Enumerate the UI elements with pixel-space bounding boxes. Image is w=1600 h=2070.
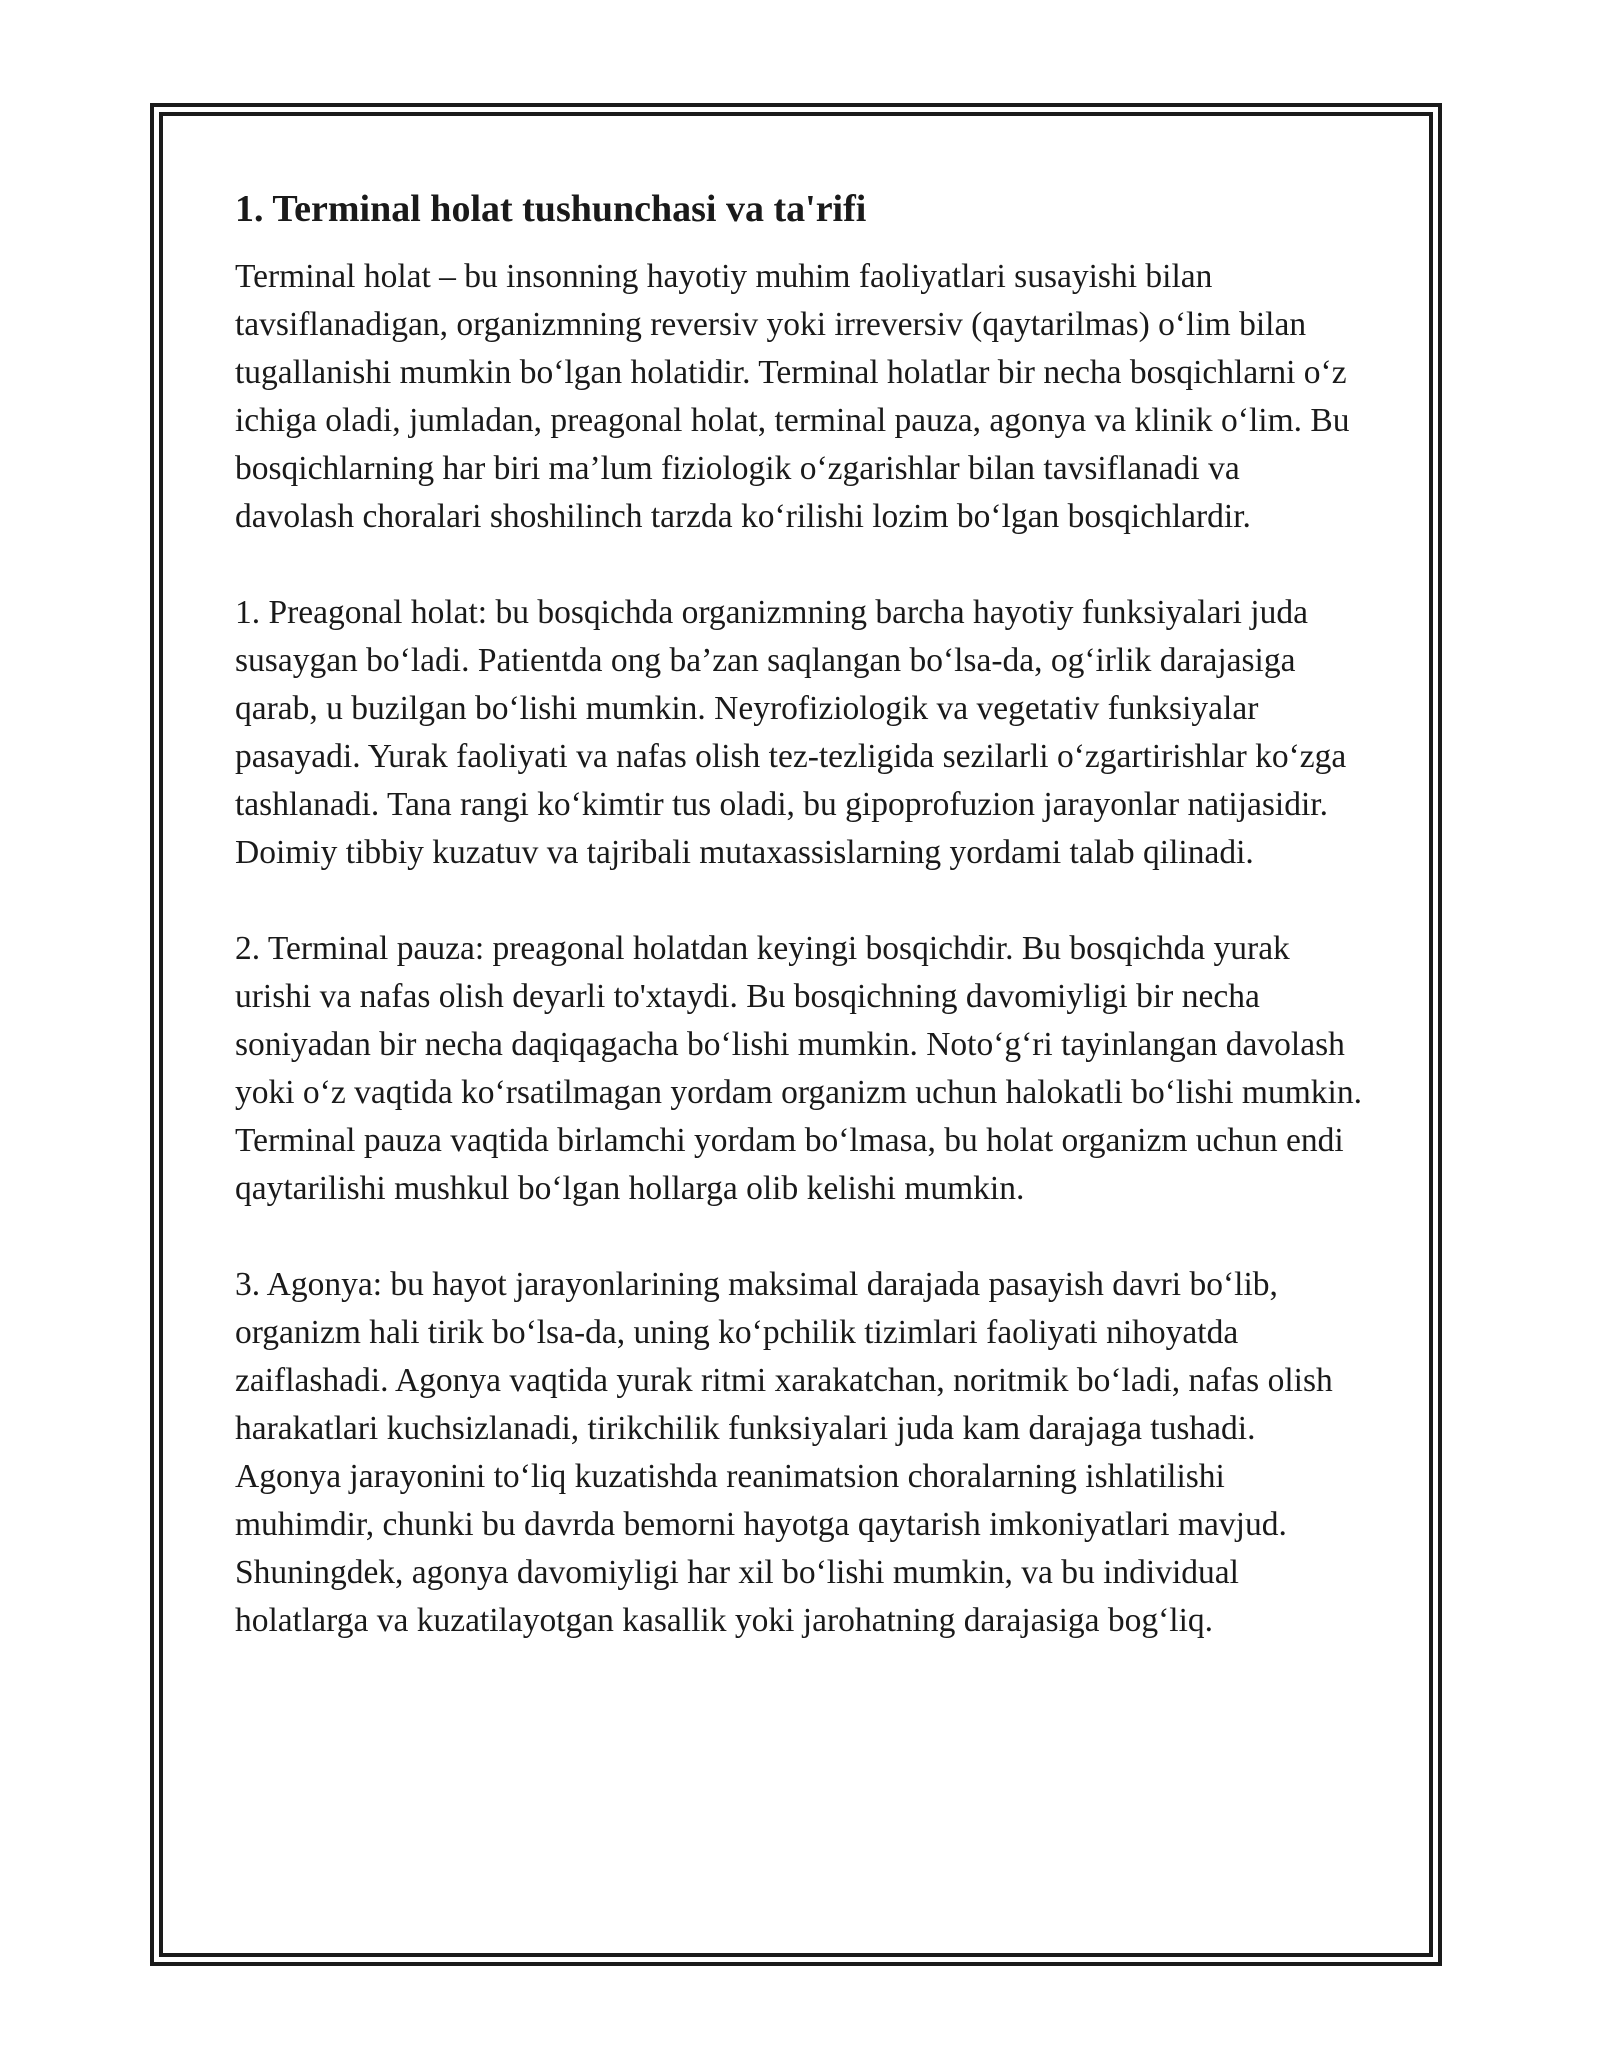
document-body (235, 185, 1365, 1645)
paragraph-agony: 3. Agonya: bu hayot jarayonlarining maksimal darajada pasayish davri bo‘lib, organizm hali tirik bo‘lsa-da, uning ko‘pchilik tizimlari faoliyati nihoyatda zaiflashadi. Agonya vaqtida yurak ritmi xarakatchan, noritmik bo‘ladi, nafas olish harakatlari kuchsizlanadi, tirikchilik funksiyalari juda kam darajaga tushadi. Agonya jarayonini to‘liq kuzatishda reanimatsion choralarning ishlatilishi muhimdir, chunki bu davrda bemorni hayotga qaytarish imkoniyatlari mavjud. Shuningdek, agonya davomiyligi har xil bo‘lishi mumkin, va bu individual holatlarga va kuzatilayotgan kasallik yoki jarohatning darajasiga bog‘liq. (235, 1266, 1333, 1639)
document-title: 1. Terminal holat tushunchasi va ta'rifi (235, 188, 867, 230)
paragraph-preagonal: 1. Preagonal holat: bu bosqichda organizmning barcha hayotiy funksiyalari juda susaygan bo‘ladi. Patientda ong ba’zan saqlangan bo‘lsa-da, og‘irlik darajasiga qarab, u buzilgan bo‘lishi mumkin. Neyrofiziologik va vegetativ funksiyalar pasayadi. Yurak faoliyati va nafas olish tez-tezligida sezilarli o‘zgartirishlar ko‘zga tashlanadi. Tana rangi ko‘kimtir tus oladi, bu gipoprofuzion jarayonlar natijasidir. Doimiy tibbiy kuzatuv va tajribali mutaxassislarning yordami talab qilinadi. (235, 594, 1347, 871)
paragraph-terminal-pause: 2. Terminal pauza: preagonal holatdan keyingi bosqichdir. Bu bosqichda yurak urishi va nafas olish deyarli to'xtaydi. Bu bosqichning davomiyligi bir necha soniyadan bir necha daqiqagacha bo‘lishi mumkin. Noto‘g‘ri tayinlangan davolash yoki o‘z vaqtida ko‘rsatilmagan yordam organizm uchun halokatli bo‘lishi mumkin. Terminal pauza vaqtida birlamchi yordam bo‘lmasa, bu holat organizm uchun endi qaytarilishi mushkul bo‘lgan hollarga olib kelishi mumkin. (235, 930, 1362, 1207)
paragraph-intro: Terminal holat – bu insonning hayotiy muhim faoliyatlari susayishi bilan tavsiflanadigan, organizmning reversiv yoki irreversiv (qaytarilmas) o‘lim bilan tugallanishi mumkin bo‘lgan holatidir. Terminal holatlar bir necha bosqichlarni o‘z ichiga oladi, jumladan, preagonal holat, terminal pauza, agonya va klinik o‘lim. Bu bosqichlarning har biri ma’lum fiziologik o‘zgarishlar bilan tavsiflanadi va davolash choralari shoshilinch tarzda ko‘rilishi lozim bo‘lgan bosqichlardir. (235, 258, 1350, 535)
